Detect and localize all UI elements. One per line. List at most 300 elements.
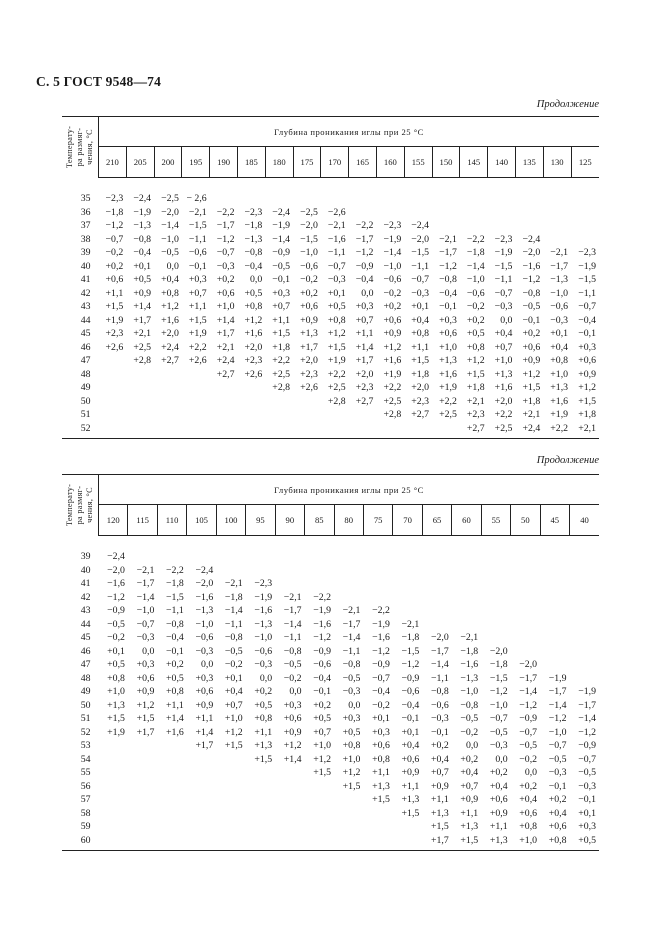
correction-cell: −1,9 — [578, 260, 596, 272]
correction-cell: −0,5 — [489, 726, 508, 738]
correction-cell: +0,4 — [460, 767, 479, 778]
correction-cell: −0,6 — [466, 287, 485, 299]
correction-cell: +1,6 — [244, 328, 263, 339]
correction-cell: −1,3 — [254, 618, 273, 630]
correction-cell: +0,7 — [355, 314, 374, 326]
table-row — [62, 287, 599, 301]
table-row — [62, 807, 599, 821]
column-header: 160 — [376, 147, 404, 178]
column-header: 135 — [515, 147, 543, 178]
correction-cell: +1,3 — [372, 780, 390, 792]
correction-cell: +0,1 — [550, 328, 569, 339]
correction-cell — [571, 219, 599, 233]
correction-cell: −0,2 — [519, 753, 538, 765]
correction-cell — [393, 834, 422, 851]
correction-cell: +1,3 — [550, 382, 569, 393]
correction-cell: +0,4 — [401, 740, 420, 751]
correction-cell: +0,6 — [519, 807, 538, 819]
correction-cell — [216, 820, 245, 834]
column-header: 70 — [393, 505, 422, 536]
correction-cell: −0,9 — [401, 672, 420, 684]
correction-cell — [543, 206, 571, 220]
correction-cell: +1,9 — [188, 328, 207, 339]
correction-cell — [99, 766, 128, 780]
correction-cell — [363, 820, 392, 834]
correction-cell — [275, 834, 304, 851]
correction-cell — [293, 395, 321, 409]
correction-cell — [515, 219, 543, 233]
correction-cell: +1,0 — [519, 834, 538, 846]
correction-cell: −0,1 — [578, 794, 596, 805]
correction-cell: +1,5 — [342, 780, 361, 792]
correction-cell: +1,5 — [105, 301, 124, 312]
correction-cell: +0,3 — [355, 301, 374, 312]
correction-cell: −0,5 — [519, 740, 538, 751]
correction-cell: +1,2 — [244, 314, 263, 326]
correction-cell: +0,2 — [216, 274, 235, 285]
temperature-cell: 44 — [80, 618, 91, 630]
correction-cell: +0,4 — [550, 341, 569, 353]
correction-cell: 0,0 — [500, 314, 513, 326]
correction-cell: −1,6 — [522, 260, 541, 272]
temperature-cell: 52 — [80, 422, 91, 434]
correction-cell: +0,4 — [548, 807, 567, 819]
correction-cell: +1,5 — [313, 767, 331, 778]
correction-cell — [187, 536, 216, 564]
correction-cell — [363, 577, 392, 591]
correction-cell: −2,0 — [430, 632, 449, 643]
correction-cell — [128, 834, 157, 851]
correction-cell: −2,5 — [300, 206, 318, 218]
correction-cell: −1,9 — [383, 233, 402, 245]
correction-cell: +0,8 — [372, 753, 390, 765]
correction-cell — [376, 206, 404, 220]
correction-cell: +1,8 — [578, 409, 596, 420]
correction-cell: −1,2 — [489, 686, 508, 697]
correction-cell: +1,9 — [439, 382, 457, 393]
correction-cell: −0,2 — [372, 699, 390, 711]
column-header: 120 — [99, 505, 128, 536]
temperature-cell: 44 — [80, 314, 91, 326]
correction-cell: −1,1 — [578, 287, 596, 299]
correction-cell: −2,0 — [300, 220, 318, 231]
correction-cell — [237, 422, 265, 439]
correction-cell: +2,5 — [494, 422, 513, 434]
temperature-cell: 53 — [80, 740, 91, 751]
correction-cell — [540, 645, 569, 659]
correction-cell: +2,3 — [355, 382, 374, 393]
correction-cell — [540, 658, 569, 672]
correction-cell: −0,1 — [188, 260, 207, 272]
correction-cell: −0,8 — [244, 247, 263, 258]
correction-cell: +0,4 — [161, 274, 179, 285]
correction-cell — [488, 219, 516, 233]
correction-cell: −0,3 — [327, 274, 346, 285]
correction-cell: 0,0 — [142, 645, 155, 657]
correction-cell: −0,3 — [494, 301, 513, 312]
correction-cell: +2,7 — [216, 368, 235, 380]
correction-cell: −1,8 — [401, 632, 420, 643]
correction-cell: +1,2 — [342, 767, 361, 778]
column-header: 170 — [321, 147, 349, 178]
correction-cell — [246, 793, 275, 807]
correction-cell: +1,2 — [283, 740, 302, 751]
correction-cell — [237, 178, 265, 206]
correction-cell: −1,0 — [466, 274, 485, 285]
correction-cell — [99, 408, 127, 422]
correction-cell — [305, 564, 334, 578]
table-row — [62, 591, 599, 605]
correction-cell: −1,9 — [494, 247, 513, 258]
correction-cell: −0,8 — [224, 632, 243, 643]
temperature-cell: 54 — [80, 753, 91, 765]
correction-cell: +1,6 — [166, 726, 184, 738]
temperature-cell: 47 — [80, 355, 91, 366]
table-row — [62, 381, 599, 395]
table-row — [62, 219, 599, 233]
correction-cell — [452, 577, 481, 591]
temperature-cell: 41 — [80, 578, 91, 589]
correction-cell: −0,1 — [578, 328, 596, 339]
correction-cell: +2,0 — [494, 395, 513, 407]
correction-cell: +0,8 — [342, 740, 361, 751]
data-table — [62, 117, 599, 438]
column-header: 75 — [363, 505, 392, 536]
correction-cell — [422, 618, 451, 632]
correction-cell: +0,9 — [578, 368, 596, 380]
correction-cell: −1,5 — [300, 233, 318, 245]
correction-cell: −1,2 — [355, 247, 374, 258]
correction-cell — [511, 577, 540, 591]
correction-cell: −2,1 — [439, 233, 457, 245]
correction-cell: −0,4 — [133, 247, 152, 258]
correction-cell: −1,4 — [342, 632, 361, 643]
correction-cell — [128, 536, 157, 564]
correction-cell: −0,5 — [578, 767, 596, 778]
correction-cell: +0,6 — [548, 821, 567, 832]
correction-cell — [334, 820, 363, 834]
table-row — [62, 685, 599, 699]
correction-cell: +1,2 — [313, 753, 331, 765]
correction-cell: 0,0 — [201, 659, 214, 670]
row-header-cell — [62, 475, 99, 536]
correction-cell: −0,7 — [136, 618, 155, 630]
correction-cell: +0,8 — [327, 314, 346, 326]
correction-cell — [187, 793, 216, 807]
temperature-cell: 46 — [80, 341, 91, 353]
correction-cell: +1,4 — [216, 314, 235, 326]
correction-cell: −0,9 — [272, 247, 291, 258]
correction-cell — [363, 591, 392, 605]
correction-cell: +0,6 — [522, 341, 541, 353]
correction-cell: +1,0 — [224, 713, 243, 724]
correction-cell — [157, 820, 186, 834]
correction-cell — [481, 577, 510, 591]
correction-cell — [128, 780, 157, 794]
correction-cell: −1,0 — [136, 605, 155, 616]
correction-cell: −1,0 — [489, 699, 508, 711]
correction-cell: +1,1 — [105, 287, 124, 299]
correction-cell: +0,9 — [430, 780, 449, 792]
correction-cell: −2,0 — [522, 247, 541, 258]
correction-cell: −0,3 — [548, 767, 567, 778]
correction-cell: −1,2 — [401, 659, 420, 670]
temperature-cell: 42 — [80, 287, 91, 299]
correction-cell: +0,9 — [300, 314, 318, 326]
correction-cell — [570, 618, 600, 632]
penetration-table-2 — [62, 474, 599, 851]
correction-cell: +1,5 — [272, 328, 291, 339]
column-header: 130 — [543, 147, 571, 178]
correction-cell: −2,1 — [401, 618, 420, 630]
correction-cell: +1,1 — [489, 821, 508, 832]
table-row — [62, 341, 599, 355]
correction-cell: 0,0 — [495, 753, 508, 765]
correction-cell: +1,3 — [107, 699, 125, 711]
correction-cell: +0,8 — [254, 713, 273, 724]
column-header: 60 — [452, 505, 481, 536]
correction-cell — [511, 631, 540, 645]
correction-cell — [570, 645, 600, 659]
table-row — [62, 753, 599, 767]
correction-cell: +0,9 — [136, 686, 155, 697]
correction-cell — [126, 381, 154, 395]
correction-cell: 0,0 — [524, 767, 538, 778]
correction-cell — [246, 780, 275, 794]
correction-cell: −1,8 — [166, 578, 184, 589]
correction-cell: +0,7 — [313, 726, 331, 738]
correction-cell: −0,8 — [133, 233, 152, 245]
correction-cell: +1,3 — [460, 821, 479, 832]
correction-cell: +0,7 — [188, 287, 207, 299]
correction-cell: +0,1 — [578, 807, 596, 819]
row-header-label: Температу- ра размяг- чения, °С — [65, 484, 94, 527]
correction-cell — [237, 381, 265, 395]
correction-cell: +0,4 — [494, 328, 513, 339]
correction-cell — [265, 178, 293, 206]
correction-cell: +1,5 — [411, 355, 430, 366]
correction-cell — [393, 604, 422, 618]
correction-cell: −2,2 — [313, 591, 331, 603]
row-header-label: Температу- ра размяг- чения, °С — [65, 126, 94, 169]
correction-cell — [154, 395, 182, 409]
correction-cell: −1,1 — [494, 274, 513, 285]
correction-cell: −0,7 — [494, 287, 513, 299]
correction-cell: +1,1 — [430, 794, 449, 805]
correction-cell — [349, 422, 377, 439]
correction-cell — [452, 536, 481, 564]
correction-cell: −1,7 — [439, 247, 457, 258]
column-header: 190 — [210, 147, 238, 178]
correction-cell: −0,6 — [383, 274, 402, 285]
correction-cell: −2,1 — [136, 564, 155, 576]
correction-cell — [321, 178, 349, 206]
correction-cell: −0,2 — [224, 659, 243, 670]
correction-cell: +0,4 — [489, 780, 508, 792]
correction-cell: −2,2 — [166, 564, 184, 576]
correction-cell: +1,1 — [372, 767, 390, 778]
correction-cell: +0,2 — [166, 659, 184, 670]
correction-cell — [293, 422, 321, 439]
correction-cell: +1,5 — [372, 794, 390, 805]
correction-cell: −1,0 — [548, 726, 567, 738]
correction-cell — [157, 834, 186, 851]
correction-cell — [393, 591, 422, 605]
correction-cell: −0,6 — [254, 645, 273, 657]
correction-cell — [157, 536, 186, 564]
correction-cell: +0,6 — [439, 328, 457, 339]
correction-cell: +1,3 — [300, 328, 318, 339]
correction-cell: +1,5 — [327, 341, 346, 353]
correction-cell: −0,5 — [522, 301, 541, 312]
correction-cell: −0,5 — [224, 645, 243, 657]
correction-cell — [237, 408, 265, 422]
correction-cell — [481, 536, 510, 564]
correction-cell: +1,0 — [216, 301, 235, 312]
correction-cell: −0,9 — [107, 605, 125, 616]
correction-cell: +1,5 — [578, 395, 596, 407]
correction-cell — [157, 807, 186, 821]
correction-cell: +1,6 — [439, 368, 457, 380]
correction-cell — [571, 233, 599, 247]
correction-cell — [404, 422, 432, 439]
continuation-label-2: Продолжение — [536, 455, 599, 466]
correction-cell: +1,6 — [494, 382, 513, 393]
correction-cell — [511, 564, 540, 578]
correction-cell: −0,2 — [460, 726, 479, 738]
correction-cell: +2,7 — [355, 395, 374, 407]
temperature-cell: 39 — [80, 247, 91, 258]
correction-cell: +1,7 — [300, 341, 318, 353]
column-header: 40 — [570, 505, 600, 536]
correction-cell — [363, 564, 392, 578]
data-table — [62, 475, 599, 850]
correction-cell — [452, 564, 481, 578]
table-row — [62, 780, 599, 794]
correction-cell: +1,2 — [578, 382, 596, 393]
correction-cell: −1,2 — [522, 274, 541, 285]
correction-cell — [334, 591, 363, 605]
temperature-cell: 46 — [80, 645, 91, 657]
correction-cell: +1,7 — [136, 726, 155, 738]
temperature-cell: 52 — [80, 726, 91, 738]
correction-cell: +0,2 — [430, 740, 449, 751]
correction-cell — [363, 807, 392, 821]
correction-cell: +0,2 — [254, 686, 273, 697]
temperature-cell: 51 — [80, 409, 91, 420]
correction-cell: −0,9 — [355, 260, 374, 272]
correction-cell: +2,2 — [327, 368, 346, 380]
correction-cell: +1,8 — [522, 395, 541, 407]
correction-cell — [571, 178, 599, 206]
correction-cell: +0,3 — [283, 699, 302, 711]
correction-cell: −0,7 — [578, 301, 596, 312]
correction-cell: −1,5 — [411, 247, 430, 258]
correction-cell — [154, 381, 182, 395]
correction-cell: +1,1 — [460, 807, 479, 819]
correction-cell: −0,5 — [272, 260, 291, 272]
correction-cell: +0,2 — [300, 287, 318, 299]
correction-cell: −2,4 — [411, 220, 430, 231]
correction-cell — [216, 834, 245, 851]
correction-cell: +1,7 — [216, 328, 235, 339]
correction-cell — [570, 564, 600, 578]
column-header: 90 — [275, 505, 304, 536]
correction-cell — [570, 672, 600, 686]
correction-cell: +2,0 — [300, 355, 318, 366]
correction-cell: −0,6 — [430, 699, 449, 711]
correction-cell — [540, 604, 569, 618]
correction-cell — [275, 577, 304, 591]
correction-cell: −0,7 — [548, 740, 567, 751]
correction-cell: +0,3 — [136, 659, 155, 670]
correction-cell: +0,7 — [494, 341, 513, 353]
correction-cell — [246, 820, 275, 834]
correction-cell: +2,2 — [494, 409, 513, 420]
temperature-cell: 51 — [80, 713, 91, 724]
correction-cell: +1,4 — [355, 341, 374, 353]
correction-cell: −0,2 — [105, 247, 124, 258]
temperature-cell: 48 — [80, 672, 91, 684]
table-row — [62, 178, 599, 206]
temperature-cell: 55 — [80, 767, 91, 778]
correction-cell: +1,5 — [460, 834, 479, 846]
correction-cell: +1,3 — [439, 355, 457, 366]
correction-cell: −1,2 — [439, 260, 457, 272]
correction-cell — [157, 780, 186, 794]
correction-cell — [452, 591, 481, 605]
correction-cell: +0,5 — [342, 726, 361, 738]
penetration-table-1 — [62, 116, 599, 439]
correction-cell — [216, 564, 245, 578]
correction-cell: −0,3 — [254, 659, 273, 670]
correction-cell: −1,0 — [161, 233, 179, 245]
correction-cell: −1,6 — [327, 233, 346, 245]
correction-cell: +2,5 — [439, 409, 457, 420]
correction-cell: −1,0 — [195, 618, 214, 630]
correction-cell: +2,3 — [300, 368, 318, 380]
correction-cell: −0,4 — [166, 632, 184, 643]
correction-cell: +0,9 — [283, 726, 302, 738]
correction-cell: 0,0 — [259, 672, 273, 684]
table-row — [62, 408, 599, 422]
correction-cell: +0,5 — [466, 328, 485, 339]
correction-cell: +2,8 — [133, 355, 152, 366]
column-header: 105 — [187, 505, 216, 536]
correction-cell: +1,4 — [195, 726, 214, 738]
correction-cell — [422, 591, 451, 605]
correction-cell — [422, 604, 451, 618]
correction-cell: +0,5 — [327, 301, 346, 312]
correction-cell: +1,9 — [107, 726, 125, 738]
correction-cell: −1,2 — [372, 645, 390, 657]
correction-cell: +2,7 — [161, 355, 179, 366]
column-header: 165 — [349, 147, 377, 178]
correction-cell: −0,2 — [466, 301, 485, 312]
correction-cell: +2,3 — [105, 328, 124, 339]
temperature-cell: 57 — [80, 794, 91, 805]
correction-cell: +2,2 — [188, 341, 207, 353]
correction-cell: −0,6 — [550, 301, 569, 312]
correction-cell — [540, 564, 569, 578]
correction-cell: −2,1 — [327, 220, 346, 231]
correction-cell: +0,6 — [489, 794, 508, 805]
correction-cell: −0,8 — [166, 618, 184, 630]
correction-cell: −2,5 — [161, 193, 179, 204]
correction-cell: +1,6 — [383, 355, 402, 366]
correction-cell — [216, 536, 245, 564]
column-header: 115 — [128, 505, 157, 536]
